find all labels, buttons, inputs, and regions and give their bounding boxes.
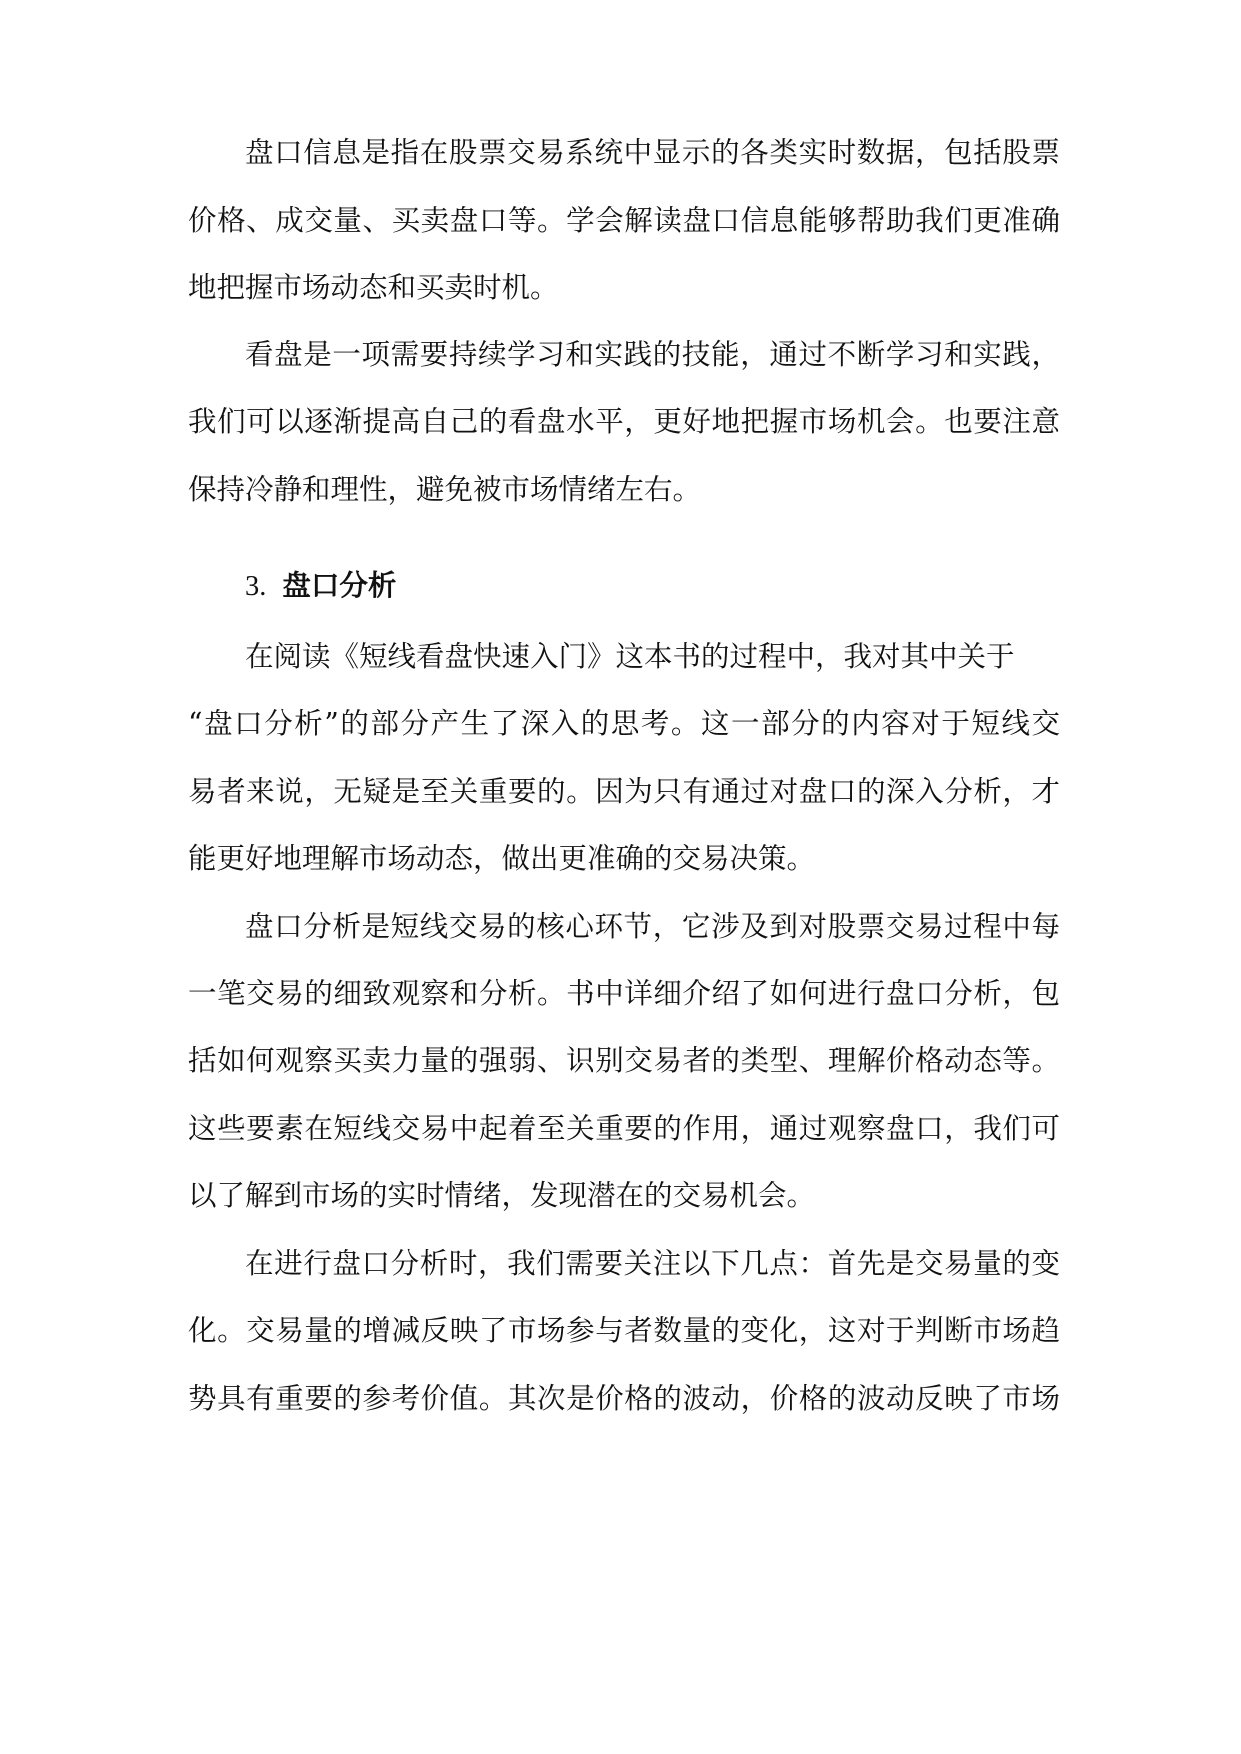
paragraph-4-line-5: 以了解到市场的实时情绪，发现潜在的交易机会。 [188,1179,816,1212]
paragraph-4-line-4: 这些要素在短线交易中起着至关重要的作用，通过观察盘口，我们可 [188,1112,1060,1145]
paragraph-2-line-1: 看盘是一项需要持续学习和实践的技能，通过不断学习和实践， [245,338,1060,371]
paragraph-2-line-2: 我们可以逐渐提高自己的看盘水平，更好地把握市场机会。也要注意 [188,405,1060,438]
paragraph-5-line-2: 化。交易量的增减反映了市场参与者数量的变化，这对于判断市场趋 [188,1314,1060,1347]
paragraph-1-line-1: 盘口信息是指在股票交易系统中显示的各类实时数据，包括股票 [245,136,1060,169]
paragraph-4-line-2: 一笔交易的细致观察和分析。书中详细介绍了如何进行盘口分析，包 [188,977,1060,1010]
paragraph-1-line-2: 价格、成交量、买卖盘口等。学会解读盘口信息能够帮助我们更准确 [188,204,1060,237]
paragraph-3-line-1: 在阅读《短线看盘快速入门》这本书的过程中，我对其中关于 [245,640,1015,673]
section-number: 3. [245,571,267,602]
paragraph-2-line-3: 保持冷静和理性，避免被市场情绪左右。 [188,473,702,506]
paragraph-1-line-3: 地把握市场动态和买卖时机。 [188,271,559,304]
paragraph-5-line-3: 势具有重要的参考价值。其次是价格的波动，价格的波动反映了市场 [188,1382,1060,1415]
paragraph-3-line-3: 易者来说，无疑是至关重要的。因为只有通过对盘口的深入分析，才 [188,775,1060,808]
paragraph-4-line-1: 盘口分析是短线交易的核心环节，它涉及到对股票交易过程中每 [245,910,1060,943]
paragraph-5-line-1: 在进行盘口分析时，我们需要关注以下几点：首先是交易量的变 [245,1247,1060,1280]
paragraph-3-line-4: 能更好地理解市场动态，做出更准确的交易决策。 [188,842,816,875]
paragraph-3-line-2: “盘口分析”的部分产生了深入的思考。这一部分的内容对于短线交 [188,707,1060,740]
section-heading [245,560,396,610]
paragraph-4-line-3: 括如何观察买卖力量的强弱、识别交易者的类型、理解价格动态等。 [188,1044,1060,1077]
section-title: 盘口分析 [282,568,397,602]
